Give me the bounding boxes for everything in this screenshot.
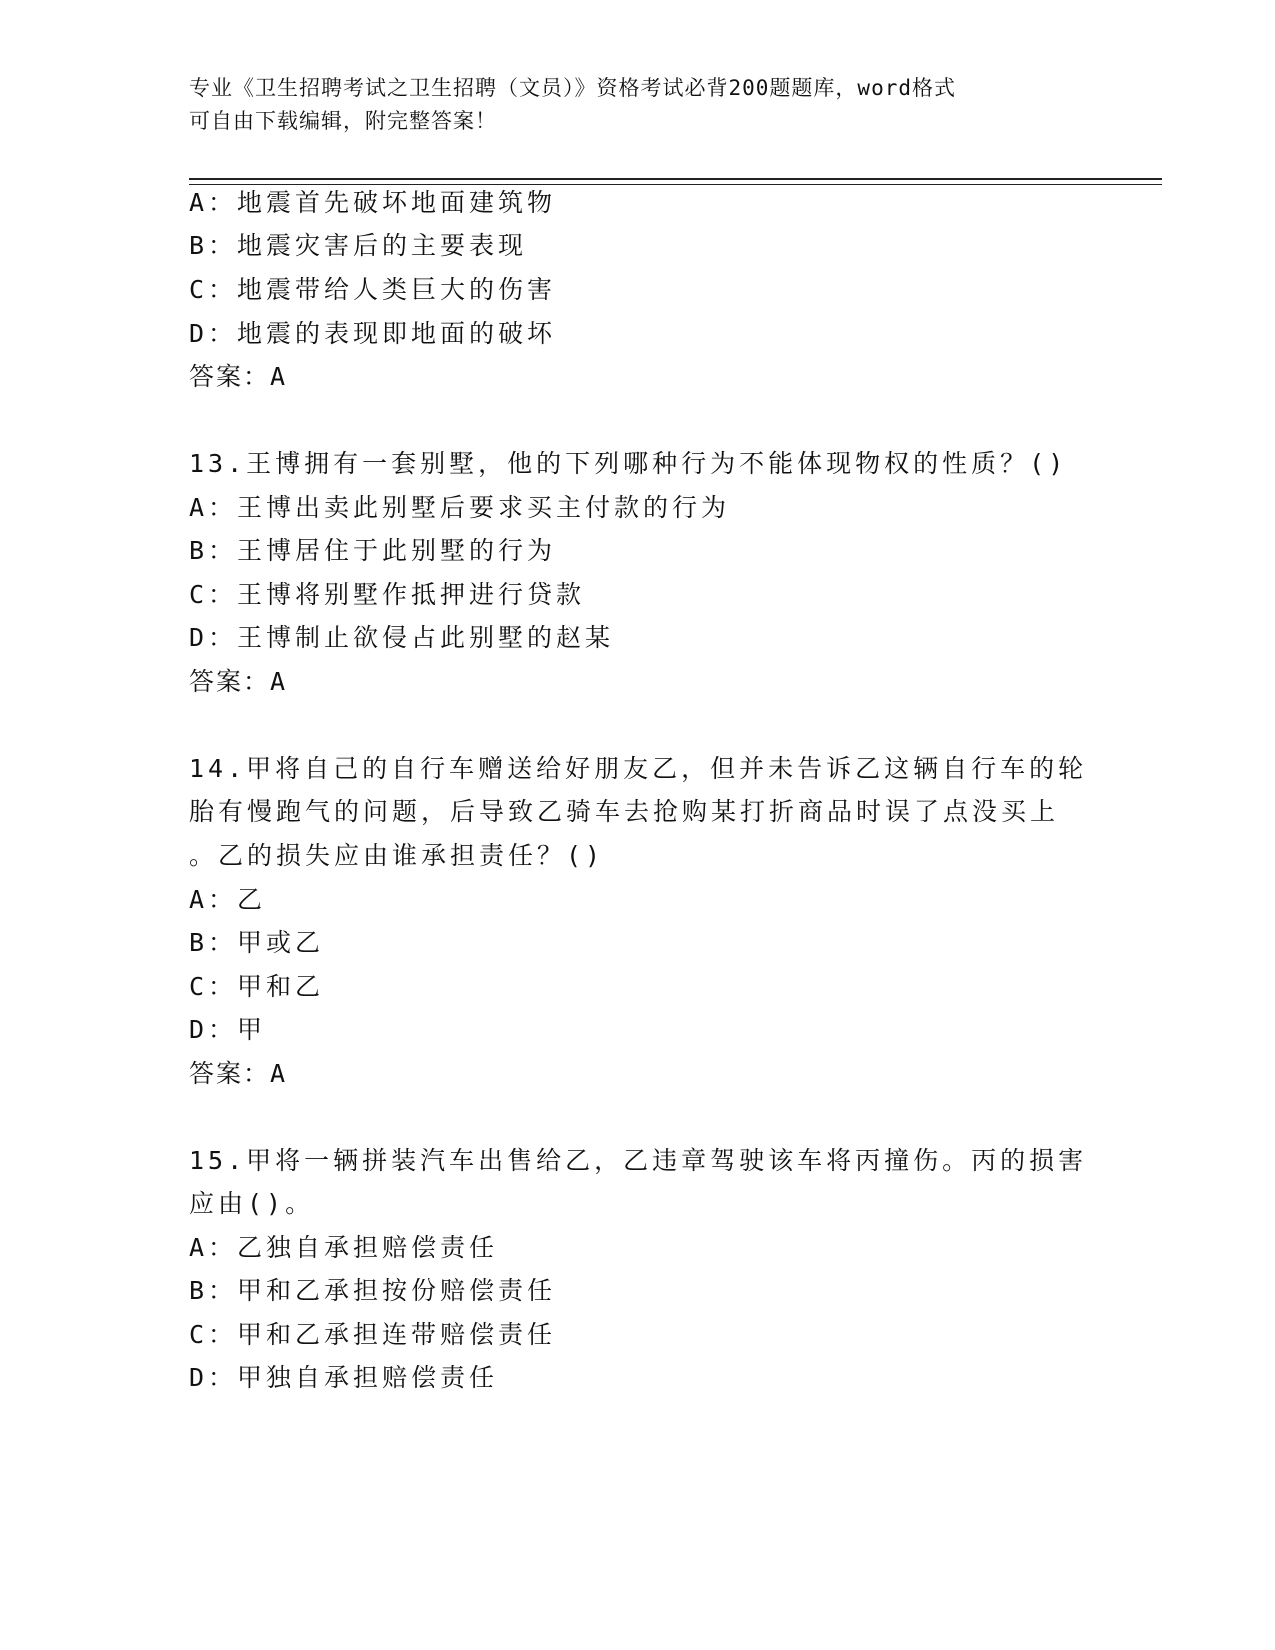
q15-option-d: D：甲独自承担赔偿责任: [189, 1363, 499, 1392]
q12-option-c: C：地震带给人类巨大的伤害: [189, 275, 557, 304]
q13-option-c: C：王博将别墅作抵押进行贷款: [189, 580, 586, 609]
q15-option-c: C：甲和乙承担连带赔偿责任: [189, 1320, 557, 1349]
q14-answer: 答案：A: [189, 1059, 288, 1088]
q15-stem-line-1: 15.甲将一辆拼装汽车出售给乙，乙违章驾驶该车将丙撞伤。丙的损害: [189, 1146, 1088, 1175]
header-line-1: 专业《卫生招聘考试之卫生招聘（文员）》资格考试必背200题题库，word格式: [189, 76, 956, 100]
header-line-2: 可自由下载编辑，附完整答案！: [189, 109, 497, 133]
q12-option-a: A：地震首先破坏地面建筑物: [189, 188, 557, 217]
q13-answer: 答案：A: [189, 667, 288, 696]
q14-stem-line-2: 胎有慢跑气的问题，后导致乙骑车去抢购某打折商品时误了点没买上: [189, 797, 1060, 826]
header-divider-thick: [189, 178, 1162, 180]
q15-stem-line-2: 应由()。: [189, 1189, 315, 1218]
q13-stem-line-1: 13.王博拥有一套别墅，他的下列哪种行为不能体现物权的性质？(): [189, 449, 1068, 478]
q13-option-d: D：王博制止欲侵占此别墅的赵某: [189, 623, 615, 652]
q14-option-d: D：甲: [189, 1015, 267, 1044]
q14-stem-line-1: 14.甲将自己的自行车赠送给好朋友乙，但并未告诉乙这辆自行车的轮: [189, 754, 1088, 783]
q13-option-b: B：王博居住于此别墅的行为: [189, 536, 557, 565]
q13-option-a: A：王博出卖此别墅后要求买主付款的行为: [189, 493, 731, 522]
q12-answer: 答案：A: [189, 362, 288, 391]
q14-stem-line-3: 。乙的损失应由谁承担责任？(): [189, 841, 605, 870]
q14-option-b: B：甲或乙: [189, 928, 325, 957]
q14-option-a: A：乙: [189, 885, 267, 914]
q14-option-c: C：甲和乙: [189, 972, 325, 1001]
q15-option-a: A：乙独自承担赔偿责任: [189, 1233, 499, 1262]
document-header: [189, 72, 1089, 138]
q12-option-b: B：地震灾害后的主要表现: [189, 231, 528, 260]
q15-option-b: B：甲和乙承担按份赔偿责任: [189, 1276, 557, 1305]
q12-option-d: D：地震的表现即地面的破坏: [189, 319, 557, 348]
header-divider-thin: [189, 184, 1162, 185]
